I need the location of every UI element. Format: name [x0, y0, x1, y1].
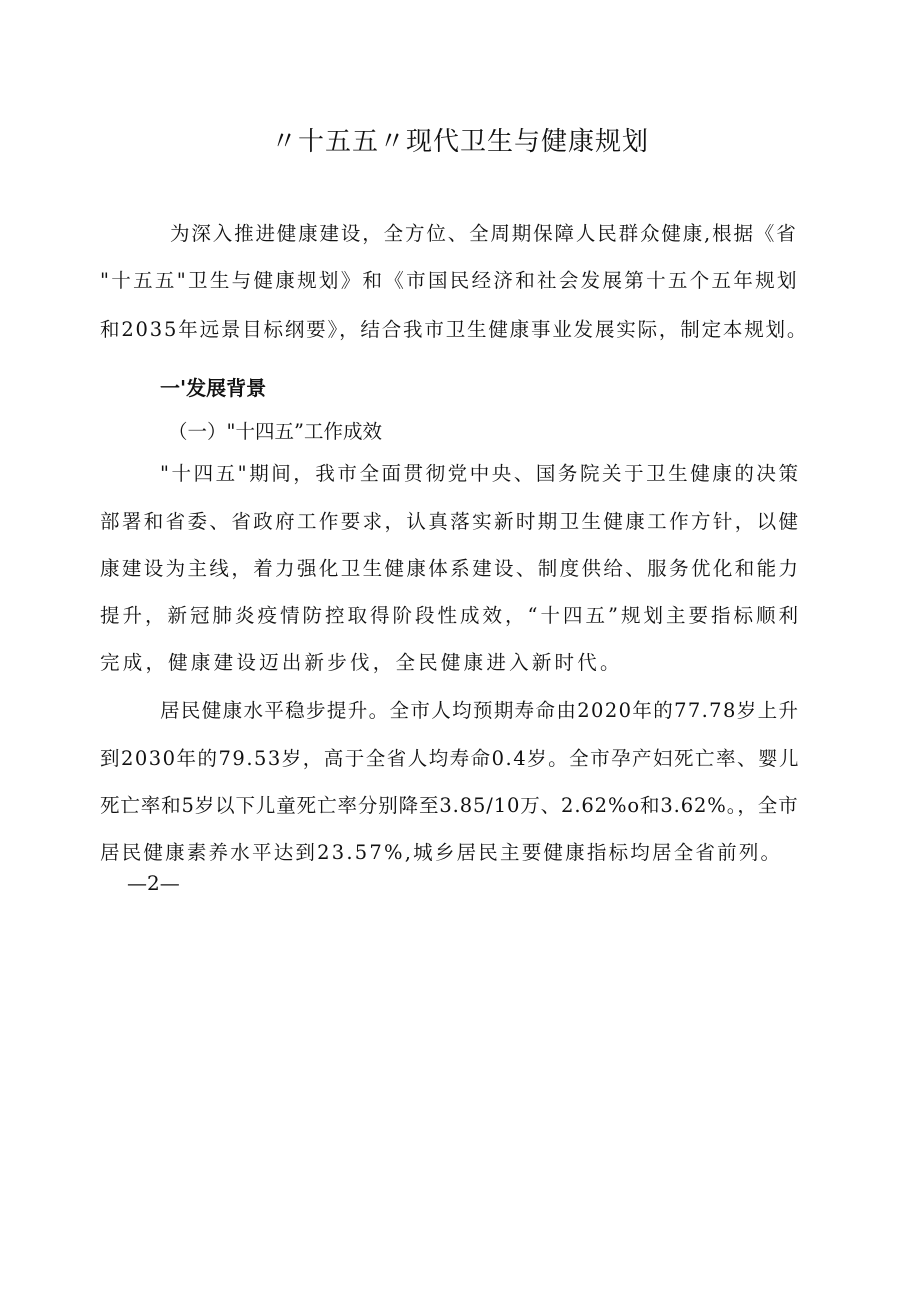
para1-line-4: 提升，新冠肺炎疫情防控取得阶段性成效，“十四五”规划主要指标顺利 [100, 604, 801, 627]
para2-line-3: 死亡率和5岁以下儿童死亡率分别降至3.85/10万、2.62%o和3.62%。，全市 [100, 794, 799, 817]
document-title: 〃十五五〃现代卫生与健康规划 [270, 127, 649, 157]
para1-line-5: 完成，健康建设迈出新步伐，全民健康进入新时代。 [100, 651, 623, 674]
intro-line-2: "十五五"卫生与健康规划》和《市国民经济和社会发展第十五个五年规划 [100, 269, 799, 292]
section-heading: 一'发展背景 [160, 376, 267, 400]
para2-line-2: 到2030年的79.53岁，高于全省人均寿命0.4岁。全市孕产妇死亡率、婴儿 [100, 747, 800, 770]
para2-line-4: 居民健康素养水平达到23.57%,城乡居民主要健康指标均居全省前列。 [100, 841, 783, 864]
para1-line-1: "十四五"期间，我市全面贯彻党中央、国务院关于卫生健康的决策 [160, 462, 801, 485]
page-number: —2— [127, 871, 180, 895]
para1-line-3: 康建设为主线，着力强化卫生健康体系建设、制度供给、服务优化和能力 [100, 557, 801, 580]
intro-line-1: 为深入推进健康建设，全方位、全周期保障人民群众健康,根据《省 [170, 222, 798, 245]
para1-line-2: 部署和省委、省政府工作要求，认真落实新时期卫生健康工作方针，以健 [100, 510, 801, 533]
intro-line-3: 和2035年远景目标纲要》，结合我市卫生健康事业发展实际，制定本规划。 [100, 318, 809, 341]
subsection-heading: （一）"十四五”工作成效 [168, 420, 382, 443]
para2-line-1: 居民健康水平稳步提升。全市人均预期寿命由2020年的77.78岁上升 [160, 699, 800, 722]
